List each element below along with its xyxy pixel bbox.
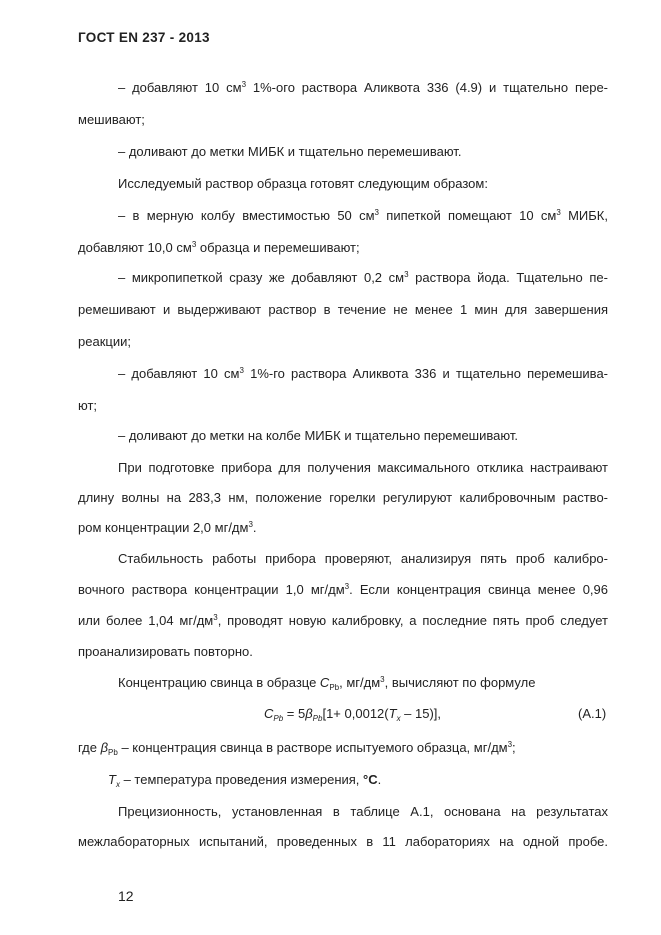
formula-symbol: C xyxy=(264,706,274,721)
text-line xyxy=(78,740,608,756)
text-line: При подготовке прибора для получения максимального отклика настраивают xyxy=(118,460,608,475)
text-run: ; xyxy=(512,740,516,755)
text-line xyxy=(78,520,608,536)
text-line xyxy=(78,582,608,598)
text-line: ремешивают и выдерживают раствор в течение не менее 1 мин для завершения xyxy=(78,302,608,317)
text-run: МИБК, xyxy=(560,208,608,223)
text-run: раствора йода. Тщательно пе- xyxy=(408,270,608,285)
superscript: 3 xyxy=(404,270,409,279)
text-line: Стабильность работы прибора проверяют, анализируя пять проб калибро- xyxy=(118,551,608,566)
superscript: 3 xyxy=(507,740,513,749)
superscript: 3 xyxy=(241,80,247,89)
text-line xyxy=(78,613,608,629)
text-line: мешивают; xyxy=(78,112,145,127)
superscript: 3 xyxy=(248,520,253,529)
subscript: Pb xyxy=(108,748,118,757)
superscript: 3 xyxy=(191,240,197,249)
text-run: вочного раствора концентрации 1,0 мг/дм xyxy=(78,582,345,597)
equation-number: (А.1) xyxy=(578,706,607,721)
text-run: – концентрация свинца в растворе испытуемого образца, мг/дм xyxy=(117,740,508,755)
page-number: 12 xyxy=(118,888,134,904)
text-run: . xyxy=(377,772,382,787)
text-run: пипеткой помещают 10 см xyxy=(379,208,557,223)
text-line: – доливают до метки на колбе МИБК и тщательно перемешивают. xyxy=(118,428,518,443)
text-run: 1%-ого раствора Аликвота 336 (4.9) и тщательно пере- xyxy=(246,80,609,95)
text-line: межлабораторных испытаний, проведенных в 11 лабораториях на одной пробе. xyxy=(78,834,608,849)
text-line: ют; xyxy=(78,398,98,413)
formula xyxy=(264,706,441,721)
superscript: 3 xyxy=(239,366,244,375)
text-run: ром концентрации 2,0 мг/дм xyxy=(78,520,249,535)
text-line: Исследуемый раствор образца готовят следующим образом: xyxy=(118,176,488,191)
text-run: , проводят новую калибровку, а последние пять проб следует xyxy=(217,613,608,628)
text-run: образца и перемешивают; xyxy=(196,240,360,255)
formula-subscript: Pb xyxy=(273,714,284,723)
superscript: 3 xyxy=(380,675,385,684)
text-line: проанализировать повторно. xyxy=(78,644,253,659)
superscript: 3 xyxy=(344,582,350,591)
text-line xyxy=(78,240,608,256)
text-line xyxy=(108,772,381,788)
superscript: 3 xyxy=(556,208,561,217)
text-run: , мг/дм xyxy=(339,675,381,690)
text-line: Прецизионность, установленная в таблице А.1, основана на результатах xyxy=(118,804,608,819)
symbol-beta: β xyxy=(100,740,109,755)
text-run: Концентрацию свинца в образце xyxy=(118,675,320,690)
formula-subscript: x xyxy=(396,714,401,723)
superscript: 3 xyxy=(374,208,379,217)
formula-symbol: β xyxy=(305,706,313,721)
text-run: добавляют 10,0 см xyxy=(78,240,192,255)
text-run: – температура проведения измерения, xyxy=(119,772,364,787)
symbol-t: T xyxy=(108,772,116,787)
formula-symbol: T xyxy=(388,706,397,721)
text-line xyxy=(118,208,608,224)
text-line: – доливают до метки МИБК и тщательно перемешивают. xyxy=(118,144,462,159)
text-run: – в мерную колбу вместимостью 50 см xyxy=(118,208,375,223)
text-line xyxy=(118,366,608,382)
text-run: , вычисляют по формуле xyxy=(384,675,536,690)
text-run: . xyxy=(252,520,257,535)
document-header: ГОСТ EN 237 - 2013 xyxy=(78,30,210,45)
formula-text: – 15)], xyxy=(400,706,442,721)
text-run: где xyxy=(78,740,101,755)
text-run: – добавляют 10 см xyxy=(118,366,240,381)
text-line xyxy=(118,270,608,286)
formula-subscript: Pb xyxy=(312,714,323,723)
text-run: или более 1,04 мг/дм xyxy=(78,613,214,628)
text-line xyxy=(118,675,608,691)
text-run: – микропипеткой сразу же добавляют 0,2 см xyxy=(118,270,405,285)
unit-celsius: °C xyxy=(363,772,378,787)
superscript: 3 xyxy=(213,613,218,622)
subscript: Pb xyxy=(329,683,340,692)
text-line xyxy=(118,80,608,96)
symbol-c: C xyxy=(319,675,330,690)
text-line: длину волны на 283,3 нм, положение горелки регулируют калибровочным раство- xyxy=(78,490,608,505)
subscript: x xyxy=(115,780,120,789)
text-run: 1%-го раствора Аликвота 336 и тщательно перемешива- xyxy=(243,366,608,381)
formula-text: = 5 xyxy=(283,706,306,721)
text-run: . Если концентрация свинца менее 0,96 xyxy=(349,582,608,597)
text-run: – добавляют 10 см xyxy=(118,80,242,95)
formula-text: [1+ 0,0012( xyxy=(322,706,389,721)
text-line: реакции; xyxy=(78,334,131,349)
